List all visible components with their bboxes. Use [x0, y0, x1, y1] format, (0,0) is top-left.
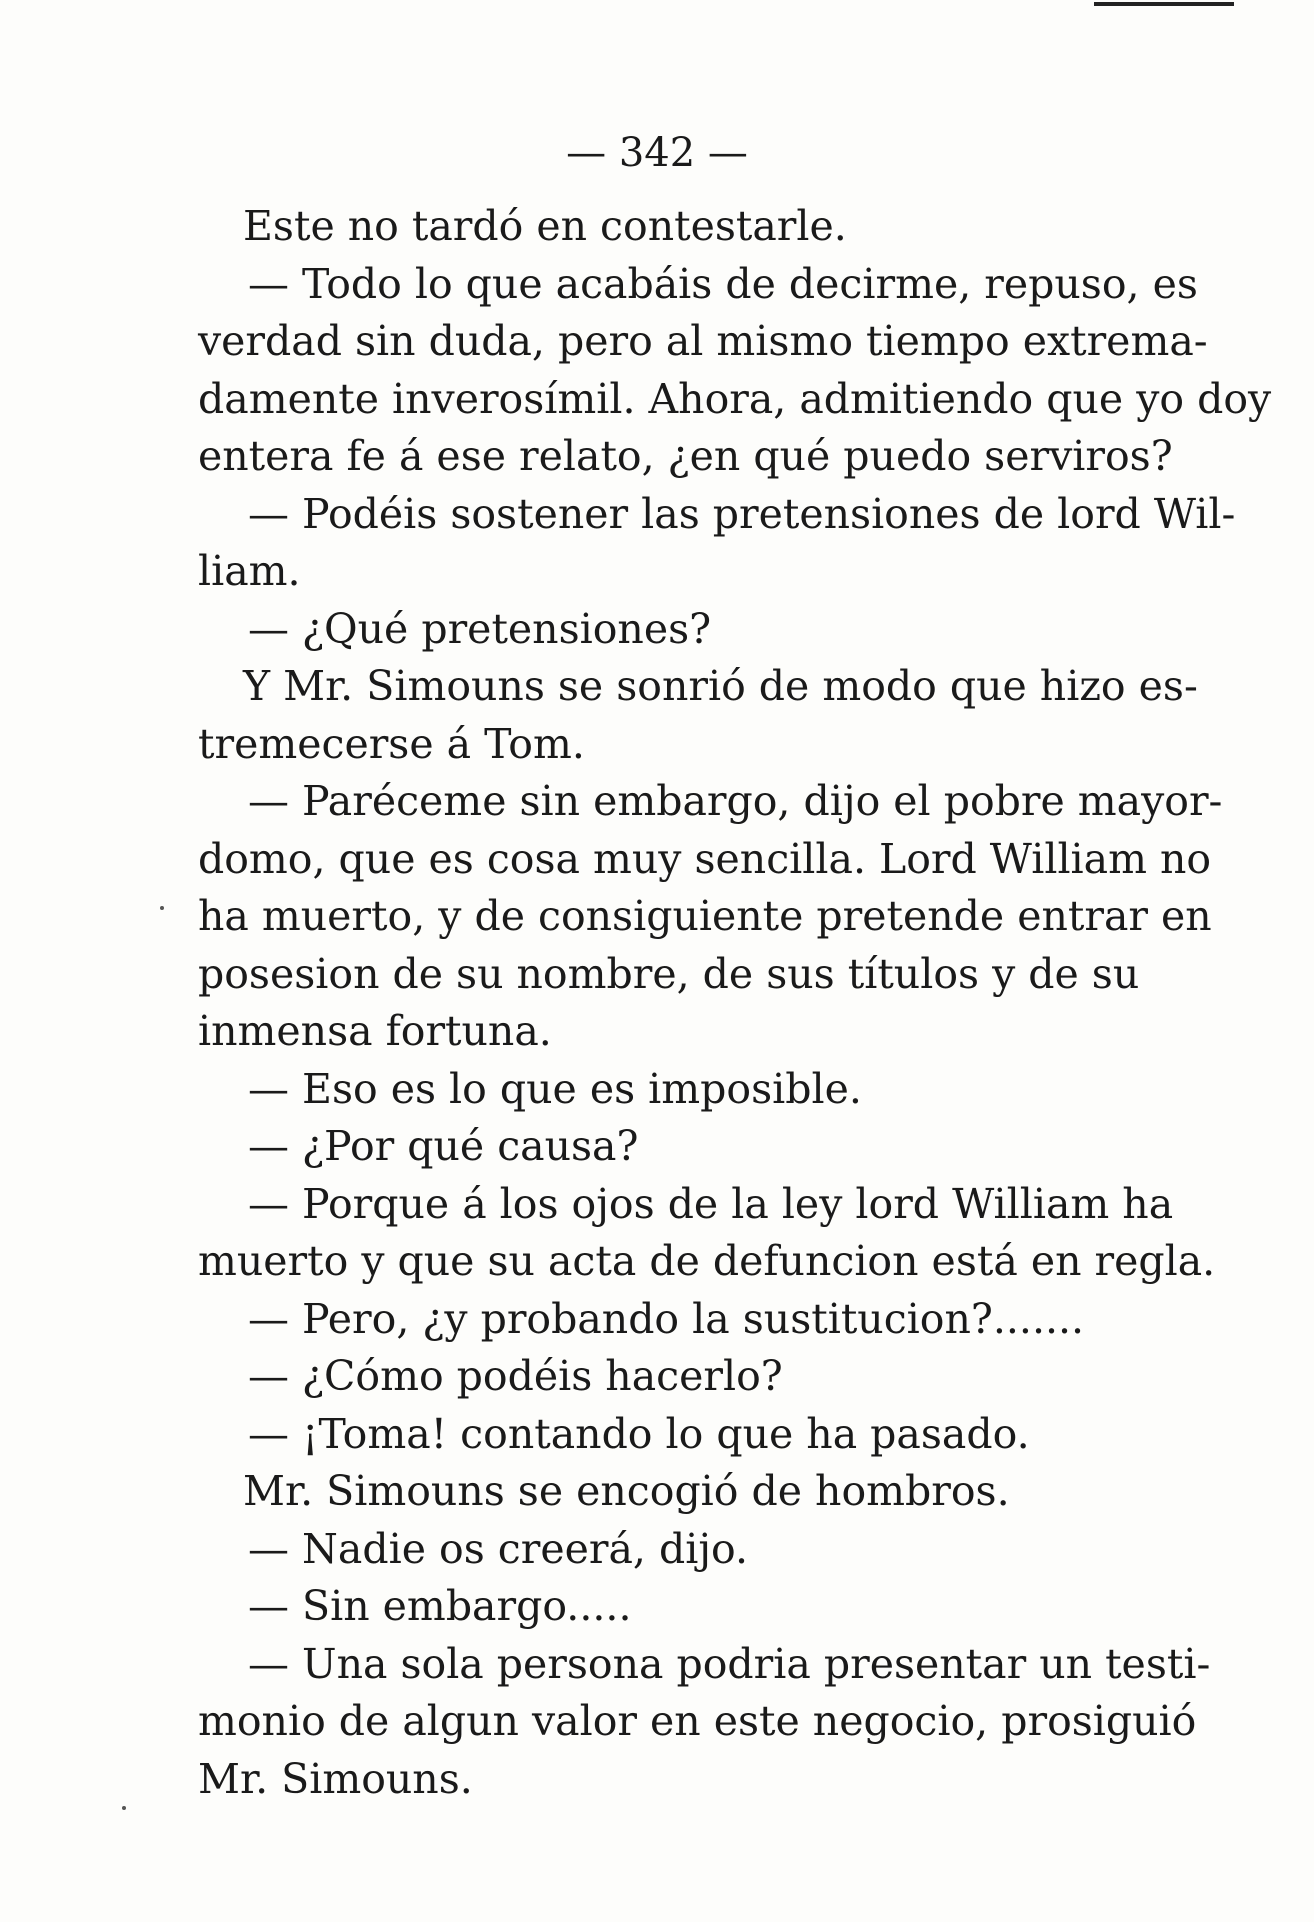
text-line: — Sin embargo.....: [248, 1582, 632, 1630]
text-line: — Eso es lo que es imposible.: [248, 1064, 862, 1113]
text-line: tremecerse á Tom.: [198, 719, 585, 768]
text-line: domo, que es cosa muy sencilla. Lord William no: [198, 834, 1212, 883]
text-line: — Nadie os creerá, dijo.: [248, 1524, 749, 1573]
paper-speck: [160, 906, 164, 910]
text-line: — Paréceme sin embargo, dijo el pobre mayor-: [248, 777, 1223, 825]
text-line: inmensa fortuna.: [198, 1007, 552, 1055]
text-line: Este no tardó en contestarle.: [243, 202, 847, 250]
page-number: — 342 —: [566, 130, 748, 176]
corner-ink-mark: [1094, 2, 1234, 14]
text-line: Mr. Simouns.: [198, 1754, 473, 1803]
text-line: verdad sin duda, pero al mismo tiempo extrema-: [198, 317, 1208, 365]
text-line: — ¿Qué pretensiones?: [248, 604, 712, 653]
text-line: posesion de su nombre, de sus títulos y de su: [198, 949, 1140, 998]
text-line: monio de algun valor en este negocio, prosiguió: [198, 1697, 1197, 1745]
text-line: liam.: [198, 547, 301, 595]
text-line: — ¿Por qué causa?: [248, 1122, 639, 1170]
text-line: — Podéis sostener las pretensiones de lord Wil-: [248, 489, 1236, 538]
text-line: ha muerto, y de consiguiente pretende entrar en: [198, 892, 1212, 940]
text-line: — Pero, ¿y probando la sustitucion?.......: [248, 1294, 1085, 1343]
text-line: muerto y que su acta de defuncion está en regla.: [198, 1237, 1216, 1285]
paper-speck: [122, 1806, 126, 1810]
text-line: Y Mr. Simouns se sonrió de modo que hizo es-: [243, 662, 1198, 710]
body-text: [198, 198, 1272, 1808]
text-line: — Todo lo que acabáis de decirme, repuso, es: [248, 259, 1198, 308]
text-line: — Una sola persona podria presentar un testi-: [248, 1639, 1211, 1688]
text-line: damente inverosímil. Ahora, admitiendo que yo doy: [198, 374, 1272, 423]
text-line: — ¡Toma! contando lo que ha pasado.: [248, 1409, 1030, 1458]
text-line: Mr. Simouns se encogió de hombros.: [243, 1467, 1010, 1515]
text-line: — Porque á los ojos de la ley lord William ha: [248, 1179, 1174, 1228]
text-line: entera fe á ese relato, ¿en qué puedo serviros?: [198, 432, 1173, 480]
text-line: — ¿Cómo podéis hacerlo?: [248, 1352, 783, 1400]
